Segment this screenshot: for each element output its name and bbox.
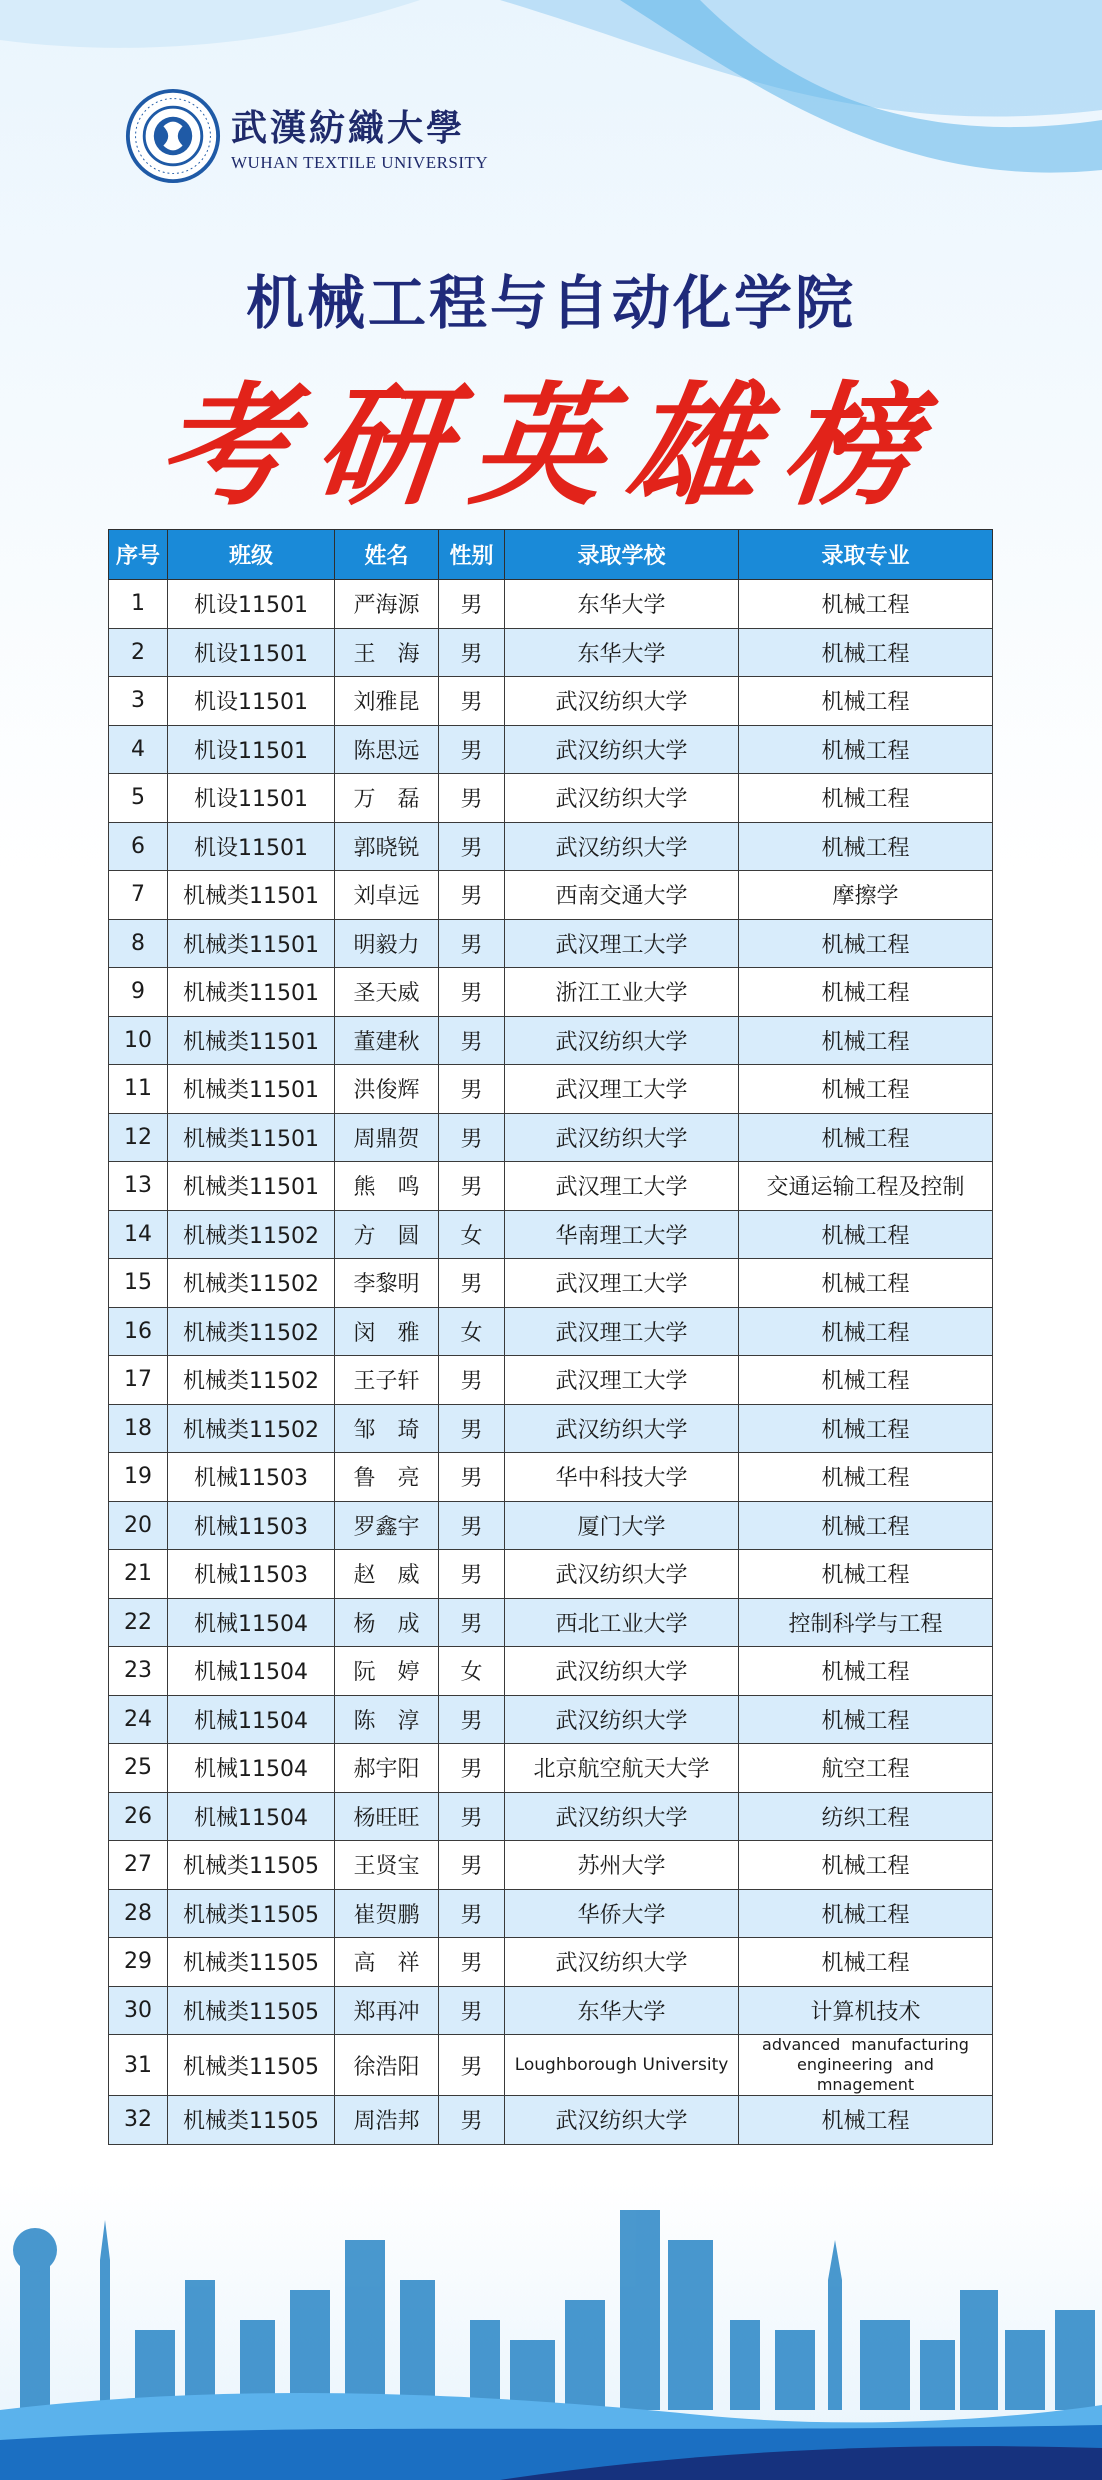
table-row <box>109 1986 993 2035</box>
cell-school: 武汉理工大学 <box>505 1162 739 1211</box>
cell-gender: 男 <box>439 1453 505 1502</box>
cell-name: 鲁 亮 <box>335 1453 439 1502</box>
university-logo <box>125 88 488 184</box>
cell-school: 武汉纺织大学 <box>505 1113 739 1162</box>
cell-index: 6 <box>109 822 168 871</box>
cell-school: 东华大学 <box>505 580 739 629</box>
cell-gender: 男 <box>439 1938 505 1987</box>
cell-index: 28 <box>109 1889 168 1938</box>
cell-school: 东华大学 <box>505 628 739 677</box>
cell-major: 机械工程 <box>739 1356 993 1405</box>
cell-gender: 男 <box>439 1792 505 1841</box>
cell-class: 机械类11501 <box>168 968 335 1017</box>
cell-major: 机械工程 <box>739 774 993 823</box>
cell-name: 郝宇阳 <box>335 1744 439 1793</box>
cell-school: 浙江工业大学 <box>505 968 739 1017</box>
cell-school: 西南交通大学 <box>505 871 739 920</box>
table-header-row <box>109 530 993 580</box>
table-row <box>109 1938 993 1987</box>
university-seal-icon <box>125 88 221 184</box>
cell-class: 机械11503 <box>168 1550 335 1599</box>
cell-class: 机械类11502 <box>168 1259 335 1308</box>
cell-class: 机械类11505 <box>168 1938 335 1987</box>
cell-class: 机设11501 <box>168 822 335 871</box>
cell-major: 摩擦学 <box>739 871 993 920</box>
cell-index: 32 <box>109 2096 168 2145</box>
table-row <box>109 871 993 920</box>
cell-name: 王子轩 <box>335 1356 439 1405</box>
cell-gender: 男 <box>439 1259 505 1308</box>
cell-school: 华侨大学 <box>505 1889 739 1938</box>
cell-gender: 男 <box>439 1744 505 1793</box>
cell-major: 机械工程 <box>739 1938 993 1987</box>
cell-gender: 男 <box>439 1501 505 1550</box>
cell-major: 机械工程 <box>739 1841 993 1890</box>
cell-gender: 男 <box>439 2096 505 2145</box>
cell-major: 航空工程 <box>739 1744 993 1793</box>
cell-major: 机械工程 <box>739 580 993 629</box>
cell-index: 5 <box>109 774 168 823</box>
cell-gender: 男 <box>439 1016 505 1065</box>
cell-major: 机械工程 <box>739 628 993 677</box>
cell-gender: 男 <box>439 968 505 1017</box>
cell-major: 机械工程 <box>739 1113 993 1162</box>
cell-class: 机械类11505 <box>168 1841 335 1890</box>
table-row <box>109 1356 993 1405</box>
cell-name: 董建秋 <box>335 1016 439 1065</box>
cell-class: 机械类11502 <box>168 1404 335 1453</box>
cell-class: 机械类11501 <box>168 1162 335 1211</box>
cell-class: 机械类11501 <box>168 1065 335 1114</box>
cell-index: 4 <box>109 725 168 774</box>
cell-major: 交通运输工程及控制 <box>739 1162 993 1211</box>
cell-class: 机械类11502 <box>168 1210 335 1259</box>
cell-index: 2 <box>109 628 168 677</box>
cell-class: 机械类11505 <box>168 2035 335 2096</box>
cell-index: 9 <box>109 968 168 1017</box>
cell-name: 熊 鸣 <box>335 1162 439 1211</box>
table-body <box>109 580 993 2145</box>
table-row <box>109 1598 993 1647</box>
cell-major: 机械工程 <box>739 1016 993 1065</box>
cell-school: 武汉纺织大学 <box>505 774 739 823</box>
table-row <box>109 1453 993 1502</box>
cell-school: 武汉纺织大学 <box>505 822 739 871</box>
cell-class: 机设11501 <box>168 725 335 774</box>
cell-class: 机械类11501 <box>168 1113 335 1162</box>
cell-index: 14 <box>109 1210 168 1259</box>
cell-gender: 女 <box>439 1210 505 1259</box>
cell-school: 武汉理工大学 <box>505 1259 739 1308</box>
hero-headline: 考研英雄榜 <box>151 369 948 524</box>
cell-name: 徐浩阳 <box>335 2035 439 2096</box>
cell-name: 闵 雅 <box>335 1307 439 1356</box>
cell-gender: 男 <box>439 919 505 968</box>
cell-class: 机设11501 <box>168 580 335 629</box>
cell-class: 机械类11505 <box>168 1889 335 1938</box>
cell-school: 武汉纺织大学 <box>505 677 739 726</box>
cell-gender: 女 <box>439 1647 505 1696</box>
table-row <box>109 2096 993 2145</box>
cell-school: 北京航空航天大学 <box>505 1744 739 1793</box>
cell-school: 武汉理工大学 <box>505 919 739 968</box>
cell-index: 11 <box>109 1065 168 1114</box>
table-row <box>109 1501 993 1550</box>
cell-index: 23 <box>109 1647 168 1696</box>
cell-name: 高 祥 <box>335 1938 439 1987</box>
cell-name: 邹 琦 <box>335 1404 439 1453</box>
table-row <box>109 968 993 1017</box>
table-row <box>109 1162 993 1211</box>
cell-name: 洪俊辉 <box>335 1065 439 1114</box>
table-row <box>109 1695 993 1744</box>
table-row <box>109 1016 993 1065</box>
cell-school: 西北工业大学 <box>505 1598 739 1647</box>
table-row <box>109 1210 993 1259</box>
header-class: 班级 <box>168 530 335 580</box>
table-row <box>109 1792 993 1841</box>
cell-index: 18 <box>109 1404 168 1453</box>
cell-name: 万 磊 <box>335 774 439 823</box>
cell-index: 8 <box>109 919 168 968</box>
cell-school: 武汉纺织大学 <box>505 1695 739 1744</box>
cell-name: 陈思远 <box>335 725 439 774</box>
cell-class: 机械类11501 <box>168 871 335 920</box>
cell-index: 15 <box>109 1259 168 1308</box>
cell-major: 机械工程 <box>739 1453 993 1502</box>
cell-name: 明毅力 <box>335 919 439 968</box>
cell-name: 罗鑫宇 <box>335 1501 439 1550</box>
cell-index: 20 <box>109 1501 168 1550</box>
cell-school: 武汉纺织大学 <box>505 1938 739 1987</box>
table-row <box>109 1744 993 1793</box>
cell-index: 3 <box>109 677 168 726</box>
table-row <box>109 1259 993 1308</box>
cell-gender: 男 <box>439 1695 505 1744</box>
cell-gender: 男 <box>439 822 505 871</box>
cell-school: 武汉理工大学 <box>505 1356 739 1405</box>
table-row <box>109 1889 993 1938</box>
cell-major: 控制科学与工程 <box>739 1598 993 1647</box>
table-row <box>109 1113 993 1162</box>
cell-name: 崔贺鹏 <box>335 1889 439 1938</box>
table-row <box>109 580 993 629</box>
cell-index: 7 <box>109 871 168 920</box>
university-name-cn: 武漢紡織大學 <box>231 106 466 149</box>
city-skyline-decoration <box>0 2180 1102 2480</box>
cell-class: 机设11501 <box>168 677 335 726</box>
cell-gender: 男 <box>439 725 505 774</box>
cell-index: 12 <box>109 1113 168 1162</box>
cell-gender: 男 <box>439 580 505 629</box>
cell-name: 刘雅昆 <box>335 677 439 726</box>
cell-class: 机械类11501 <box>168 919 335 968</box>
cell-index: 13 <box>109 1162 168 1211</box>
table-row <box>109 1550 993 1599</box>
cell-index: 22 <box>109 1598 168 1647</box>
table-row <box>109 1647 993 1696</box>
cell-class: 机械类11502 <box>168 1356 335 1405</box>
cell-name: 方 圆 <box>335 1210 439 1259</box>
cell-school: 武汉纺织大学 <box>505 1016 739 1065</box>
cell-gender: 男 <box>439 1550 505 1599</box>
college-title: 机械工程与自动化学院 <box>245 269 856 337</box>
header-index: 序号 <box>109 530 168 580</box>
cell-class: 机械11504 <box>168 1647 335 1696</box>
cell-major: 机械工程 <box>739 725 993 774</box>
cell-index: 24 <box>109 1695 168 1744</box>
cell-name: 周浩邦 <box>335 2096 439 2145</box>
cell-name: 王 海 <box>335 628 439 677</box>
cell-name: 杨 成 <box>335 1598 439 1647</box>
cell-name: 杨旺旺 <box>335 1792 439 1841</box>
cell-major: advanced manufacturing engineering and mnagement <box>739 2035 993 2096</box>
cell-gender: 男 <box>439 677 505 726</box>
cell-major: 机械工程 <box>739 2096 993 2145</box>
cell-school: 武汉理工大学 <box>505 1065 739 1114</box>
table-row <box>109 2035 993 2096</box>
cell-gender: 男 <box>439 774 505 823</box>
cell-gender: 男 <box>439 628 505 677</box>
cell-class: 机械11504 <box>168 1792 335 1841</box>
cell-name: 赵 威 <box>335 1550 439 1599</box>
cell-major: 机械工程 <box>739 968 993 1017</box>
cell-school: 武汉纺织大学 <box>505 1647 739 1696</box>
cell-index: 17 <box>109 1356 168 1405</box>
cell-index: 30 <box>109 1986 168 2035</box>
cell-index: 1 <box>109 580 168 629</box>
cell-major: 机械工程 <box>739 1210 993 1259</box>
cell-class: 机械类11502 <box>168 1307 335 1356</box>
cell-school: 武汉纺织大学 <box>505 1550 739 1599</box>
cell-school: 厦门大学 <box>505 1501 739 1550</box>
cell-gender: 男 <box>439 1356 505 1405</box>
cell-major: 机械工程 <box>739 1647 993 1696</box>
cell-gender: 男 <box>439 1986 505 2035</box>
cell-class: 机设11501 <box>168 774 335 823</box>
cell-major: 纺织工程 <box>739 1792 993 1841</box>
cell-gender: 男 <box>439 1113 505 1162</box>
header-major: 录取专业 <box>739 530 993 580</box>
table-row <box>109 628 993 677</box>
cell-major: 机械工程 <box>739 1501 993 1550</box>
cell-index: 27 <box>109 1841 168 1890</box>
cell-class: 机械11504 <box>168 1744 335 1793</box>
cell-school: 武汉纺织大学 <box>505 1792 739 1841</box>
cell-school: 武汉理工大学 <box>505 1307 739 1356</box>
cell-index: 31 <box>109 2035 168 2096</box>
cell-class: 机械类11505 <box>168 1986 335 2035</box>
cell-gender: 男 <box>439 2035 505 2096</box>
cell-name: 严海源 <box>335 580 439 629</box>
cell-gender: 男 <box>439 1598 505 1647</box>
cell-major: 机械工程 <box>739 1307 993 1356</box>
table-row <box>109 1841 993 1890</box>
table-row <box>109 1065 993 1114</box>
cell-index: 21 <box>109 1550 168 1599</box>
cell-index: 19 <box>109 1453 168 1502</box>
cell-major: 机械工程 <box>739 1695 993 1744</box>
cell-gender: 男 <box>439 871 505 920</box>
cell-class: 机械类11505 <box>168 2096 335 2145</box>
table-row <box>109 725 993 774</box>
cell-name: 王贤宝 <box>335 1841 439 1890</box>
cell-school: 华南理工大学 <box>505 1210 739 1259</box>
cell-class: 机械11503 <box>168 1501 335 1550</box>
header-name: 姓名 <box>335 530 439 580</box>
cell-name: 陈 淳 <box>335 1695 439 1744</box>
cell-name: 刘卓远 <box>335 871 439 920</box>
cell-gender: 男 <box>439 1065 505 1114</box>
cell-school: 华中科技大学 <box>505 1453 739 1502</box>
cell-class: 机械类11501 <box>168 1016 335 1065</box>
table-row <box>109 1404 993 1453</box>
cell-name: 阮 婷 <box>335 1647 439 1696</box>
cell-school: Loughborough University <box>505 2035 739 2096</box>
cell-class: 机械11504 <box>168 1598 335 1647</box>
cell-gender: 男 <box>439 1162 505 1211</box>
cell-major: 机械工程 <box>739 1259 993 1308</box>
table-row <box>109 677 993 726</box>
table-row <box>109 919 993 968</box>
cell-gender: 男 <box>439 1841 505 1890</box>
cell-name: 李黎明 <box>335 1259 439 1308</box>
cell-school: 武汉纺织大学 <box>505 2096 739 2145</box>
cell-index: 29 <box>109 1938 168 1987</box>
cell-name: 周鼎贺 <box>335 1113 439 1162</box>
cell-major: 机械工程 <box>739 822 993 871</box>
cell-index: 10 <box>109 1016 168 1065</box>
cell-class: 机设11501 <box>168 628 335 677</box>
admission-table <box>108 529 993 2145</box>
cell-name: 郑再冲 <box>335 1986 439 2035</box>
header-gender: 性别 <box>439 530 505 580</box>
cell-school: 武汉纺织大学 <box>505 1404 739 1453</box>
table-row <box>109 1307 993 1356</box>
header-school: 录取学校 <box>505 530 739 580</box>
university-name-en: WUHAN TEXTILE UNIVERSITY <box>231 152 489 172</box>
table-row <box>109 774 993 823</box>
cell-gender: 女 <box>439 1307 505 1356</box>
cell-index: 16 <box>109 1307 168 1356</box>
cell-name: 郭晓锐 <box>335 822 439 871</box>
cell-school: 武汉纺织大学 <box>505 725 739 774</box>
cell-school: 东华大学 <box>505 1986 739 2035</box>
cell-gender: 男 <box>439 1404 505 1453</box>
cell-name: 圣天威 <box>335 968 439 1017</box>
cell-class: 机械11504 <box>168 1695 335 1744</box>
cell-major: 机械工程 <box>739 1550 993 1599</box>
cell-class: 机械11503 <box>168 1453 335 1502</box>
cell-major: 机械工程 <box>739 919 993 968</box>
cell-major: 机械工程 <box>739 1889 993 1938</box>
cell-major: 机械工程 <box>739 677 993 726</box>
cell-gender: 男 <box>439 1889 505 1938</box>
cell-school: 苏州大学 <box>505 1841 739 1890</box>
cell-major: 计算机技术 <box>739 1986 993 2035</box>
cell-major: 机械工程 <box>739 1065 993 1114</box>
cell-index: 25 <box>109 1744 168 1793</box>
cell-major: 机械工程 <box>739 1404 993 1453</box>
cell-index: 26 <box>109 1792 168 1841</box>
table-row <box>109 822 993 871</box>
